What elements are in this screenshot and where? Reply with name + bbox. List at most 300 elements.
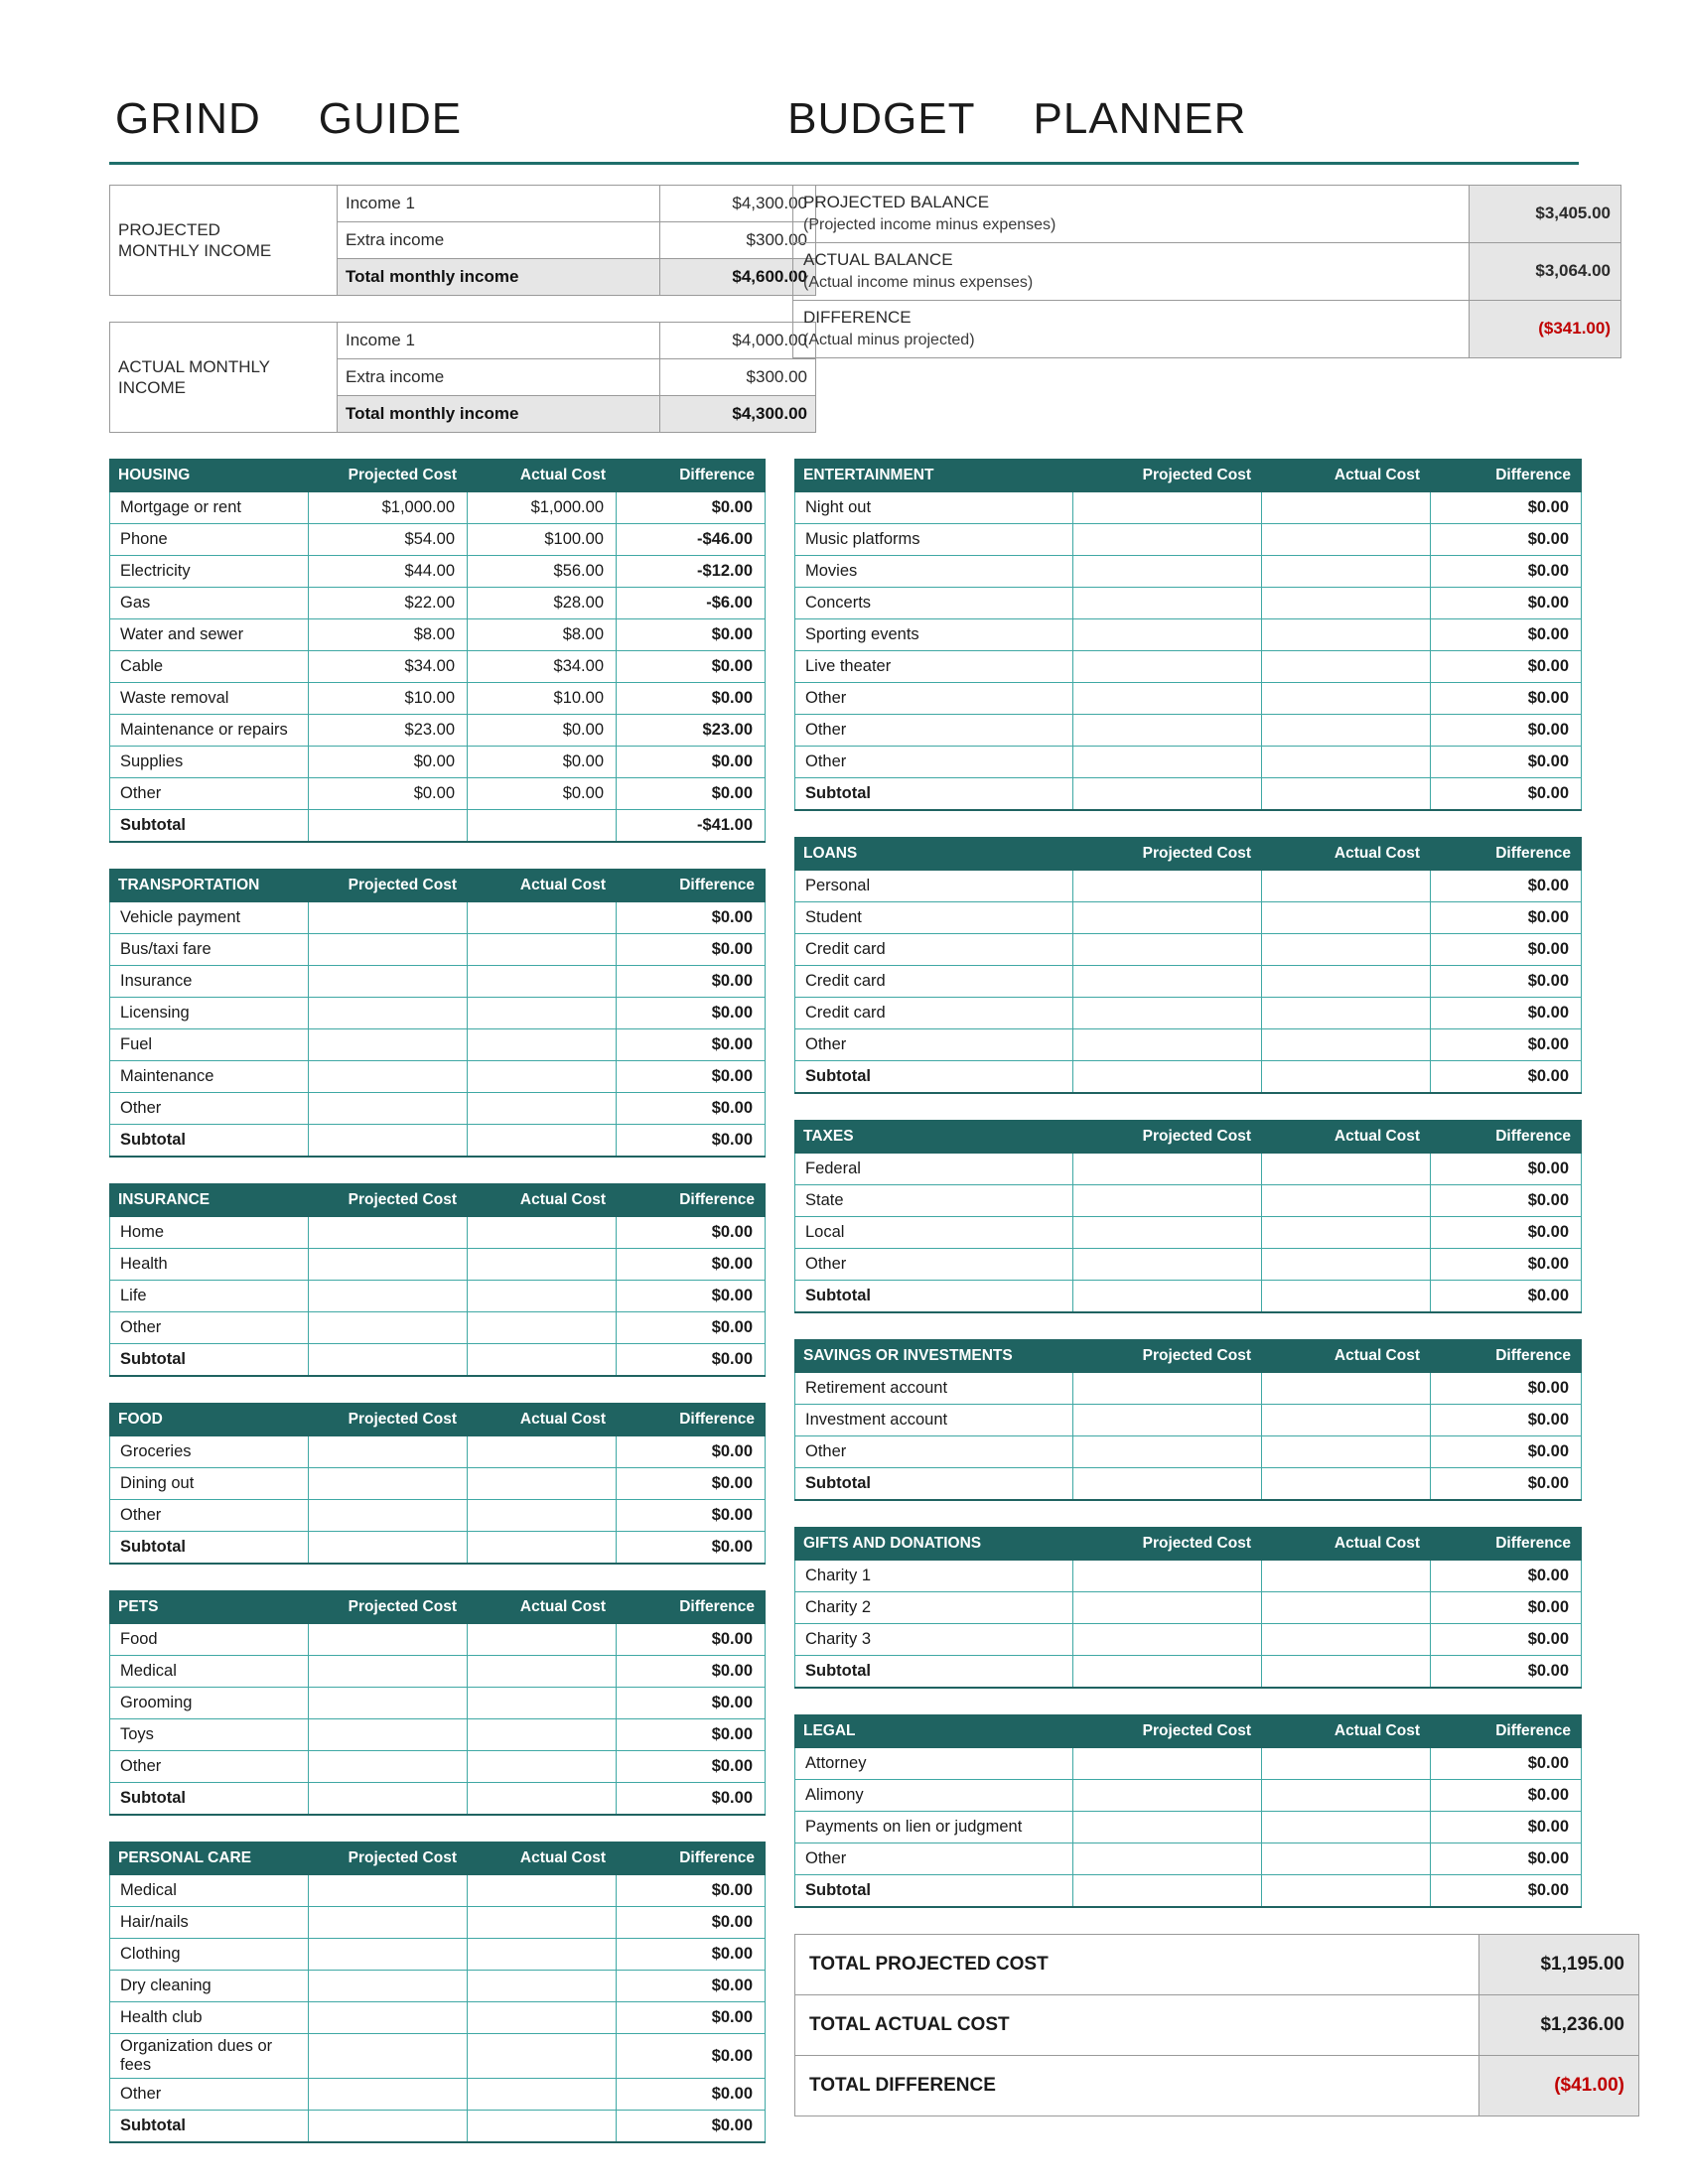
actual-cost-cell[interactable] — [1262, 1217, 1431, 1249]
difference-cell: $0.00 — [617, 747, 766, 778]
projected-income-row-name: Extra income — [338, 222, 660, 259]
projected-income-label-line2: MONTHLY INCOME — [118, 241, 272, 260]
actual-cost-cell[interactable] — [468, 1061, 617, 1093]
projected-cost-cell[interactable] — [309, 998, 468, 1029]
expense-name: Federal — [795, 1154, 1073, 1185]
actual-cost-cell[interactable]: $56.00 — [468, 556, 617, 588]
category-columns — [109, 459, 1624, 2169]
projected-cost-cell[interactable]: $1,000.00 — [309, 492, 468, 524]
difference-cell: $0.00 — [617, 2079, 766, 2111]
projected-cost-cell[interactable] — [309, 1624, 468, 1656]
category-header-row — [110, 1843, 766, 1875]
projected-cost-cell[interactable] — [1073, 1249, 1262, 1281]
projected-cost-cell[interactable] — [309, 1468, 468, 1500]
actual-cost-cell[interactable] — [1262, 524, 1431, 556]
projected-cost-cell[interactable] — [309, 1029, 468, 1061]
actual-cost-header: Actual Cost — [1262, 1715, 1431, 1748]
difference-cell: $0.00 — [617, 492, 766, 524]
actual-cost-cell[interactable] — [468, 1751, 617, 1783]
expense-name: Investment account — [795, 1405, 1073, 1436]
category-name-header: PERSONAL CARE — [110, 1843, 309, 1875]
actual-cost-cell[interactable] — [468, 1719, 617, 1751]
projected-cost-cell[interactable] — [1073, 998, 1262, 1029]
actual-balance-label — [793, 242, 1470, 300]
actual-cost-cell[interactable] — [468, 1500, 617, 1532]
projected-income-total-name: Total monthly income — [338, 259, 660, 296]
projected-income-label — [110, 186, 338, 296]
difference-balance-title: DIFFERENCE — [803, 307, 912, 327]
expense-name: Other — [110, 1312, 309, 1344]
projected-cost-cell[interactable] — [309, 1907, 468, 1939]
difference-header: Difference — [1431, 1340, 1582, 1373]
actual-cost-cell[interactable] — [1262, 1780, 1431, 1812]
actual-cost-cell[interactable] — [1262, 1843, 1431, 1875]
actual-cost-cell[interactable] — [1262, 1029, 1431, 1061]
difference-cell: $0.00 — [1431, 1154, 1582, 1185]
projected-cost-cell[interactable] — [309, 1281, 468, 1312]
difference-cell: $0.00 — [1431, 1185, 1582, 1217]
actual-cost-header: Actual Cost — [1262, 1528, 1431, 1561]
projected-cost-cell[interactable] — [1073, 934, 1262, 966]
actual-cost-cell[interactable] — [468, 966, 617, 998]
category-table-transportation — [109, 869, 766, 1158]
projected-cost-cell[interactable] — [309, 934, 468, 966]
actual-cost-cell[interactable] — [1262, 966, 1431, 998]
expense-name: Charity 1 — [795, 1561, 1073, 1592]
subtotal-actual — [1262, 1281, 1431, 1313]
projected-cost-cell[interactable] — [1073, 683, 1262, 715]
table-row — [793, 300, 1621, 357]
projected-cost-cell[interactable]: $22.00 — [309, 588, 468, 619]
projected-cost-cell[interactable] — [309, 1436, 468, 1468]
expense-name: Life — [110, 1281, 309, 1312]
actual-cost-cell[interactable] — [1262, 1592, 1431, 1624]
projected-cost-cell[interactable] — [309, 2079, 468, 2111]
actual-cost-cell[interactable] — [1262, 1185, 1431, 1217]
difference-cell: $0.00 — [617, 966, 766, 998]
actual-income-row-value[interactable]: $4,000.00 — [660, 323, 816, 359]
projected-cost-cell[interactable] — [1073, 524, 1262, 556]
subtotal-label: Subtotal — [110, 1344, 309, 1377]
difference-cell: $0.00 — [617, 1656, 766, 1688]
actual-cost-cell[interactable] — [468, 934, 617, 966]
actual-cost-cell[interactable] — [468, 1688, 617, 1719]
table-row — [795, 651, 1582, 683]
expense-name: Food — [110, 1624, 309, 1656]
expense-name: Maintenance — [110, 1061, 309, 1093]
projected-cost-cell[interactable] — [1073, 1624, 1262, 1656]
actual-cost-cell[interactable] — [468, 2034, 617, 2079]
summary-area — [109, 185, 1611, 433]
difference-header: Difference — [617, 460, 766, 492]
actual-cost-cell[interactable] — [1262, 1748, 1431, 1780]
difference-cell: $0.00 — [617, 1875, 766, 1907]
category-name-header: TAXES — [795, 1121, 1073, 1154]
difference-cell: $0.00 — [1431, 1748, 1582, 1780]
expense-name: Other — [795, 747, 1073, 778]
projected-cost-cell[interactable] — [309, 1061, 468, 1093]
expense-name: Groceries — [110, 1436, 309, 1468]
expense-name: Music platforms — [795, 524, 1073, 556]
table-row — [110, 1875, 766, 1907]
projected-cost-cell[interactable] — [309, 966, 468, 998]
difference-cell: $0.00 — [1431, 1624, 1582, 1656]
table-row — [795, 747, 1582, 778]
expense-name: Credit card — [795, 966, 1073, 998]
actual-cost-cell[interactable] — [468, 1907, 617, 1939]
category-header-row — [795, 1528, 1582, 1561]
table-row — [110, 1468, 766, 1500]
difference-header: Difference — [1431, 1121, 1582, 1154]
actual-cost-cell[interactable] — [1262, 1373, 1431, 1405]
expense-name: Other — [795, 1843, 1073, 1875]
expense-name: Other — [110, 2079, 309, 2111]
subtotal-difference: -$41.00 — [617, 810, 766, 843]
category-header-row — [110, 460, 766, 492]
actual-income-row-value[interactable]: $300.00 — [660, 359, 816, 396]
table-row — [795, 998, 1582, 1029]
projected-monthly-income-table — [109, 185, 816, 296]
table-row — [110, 683, 766, 715]
actual-cost-cell[interactable] — [1262, 492, 1431, 524]
expense-name: Other — [795, 683, 1073, 715]
difference-cell: $0.00 — [617, 1249, 766, 1281]
projected-cost-cell[interactable] — [1073, 1436, 1262, 1468]
table-row — [795, 619, 1582, 651]
subtotal-difference: $0.00 — [617, 1783, 766, 1816]
expense-name: Clothing — [110, 1939, 309, 1971]
difference-cell: $0.00 — [617, 1468, 766, 1500]
subtotal-projected — [309, 1783, 468, 1816]
difference-header: Difference — [1431, 1528, 1582, 1561]
subtotal-difference: $0.00 — [1431, 1061, 1582, 1094]
projected-cost-cell[interactable]: $10.00 — [309, 683, 468, 715]
projected-cost-cell[interactable] — [1073, 747, 1262, 778]
projected-cost-cell[interactable] — [1073, 715, 1262, 747]
difference-cell: $0.00 — [1431, 934, 1582, 966]
table-row — [795, 492, 1582, 524]
expense-name: State — [795, 1185, 1073, 1217]
subtotal-row — [110, 1532, 766, 1565]
actual-cost-cell[interactable] — [1262, 998, 1431, 1029]
difference-cell: $0.00 — [617, 902, 766, 934]
table-row — [110, 778, 766, 810]
projected-cost-cell[interactable]: $44.00 — [309, 556, 468, 588]
difference-cell: $0.00 — [1431, 1249, 1582, 1281]
difference-cell: $0.00 — [617, 1624, 766, 1656]
projected-cost-cell[interactable] — [309, 1217, 468, 1249]
projected-cost-cell[interactable] — [309, 1500, 468, 1532]
projected-cost-cell[interactable]: $34.00 — [309, 651, 468, 683]
actual-cost-cell[interactable]: $28.00 — [468, 588, 617, 619]
actual-cost-cell[interactable] — [468, 998, 617, 1029]
actual-cost-cell[interactable] — [1262, 683, 1431, 715]
projected-cost-cell[interactable] — [1073, 588, 1262, 619]
table-row — [110, 1029, 766, 1061]
actual-cost-cell[interactable]: $8.00 — [468, 619, 617, 651]
total-actual-cost-label: TOTAL ACTUAL COST — [795, 1995, 1479, 2056]
subtotal-projected — [309, 2111, 468, 2143]
expense-name: Fuel — [110, 1029, 309, 1061]
projected-cost-cell[interactable] — [309, 1688, 468, 1719]
projected-cost-cell[interactable] — [309, 902, 468, 934]
table-row — [110, 556, 766, 588]
actual-cost-cell[interactable] — [468, 1217, 617, 1249]
difference-cell: -$46.00 — [617, 524, 766, 556]
category-header-row — [110, 1591, 766, 1624]
category-table-pets — [109, 1590, 766, 1816]
projected-cost-cell[interactable] — [309, 2002, 468, 2034]
difference-cell: $0.00 — [1431, 1780, 1582, 1812]
actual-cost-header: Actual Cost — [468, 1591, 617, 1624]
actual-income-row-name: Income 1 — [338, 323, 660, 359]
projected-cost-cell[interactable] — [309, 1971, 468, 2002]
category-name-header: PETS — [110, 1591, 309, 1624]
category-header-row — [795, 838, 1582, 871]
subtotal-projected — [309, 1532, 468, 1565]
table-row — [110, 1656, 766, 1688]
table-row — [795, 1780, 1582, 1812]
projected-cost-cell[interactable] — [1073, 619, 1262, 651]
table-row — [795, 1405, 1582, 1436]
subtotal-actual — [1262, 1468, 1431, 1501]
subtotal-row — [795, 1468, 1582, 1501]
projected-cost-cell[interactable] — [309, 2034, 468, 2079]
category-table-legal — [794, 1714, 1582, 1908]
projected-cost-cell[interactable] — [1073, 1373, 1262, 1405]
projected-cost-cell[interactable] — [1073, 1217, 1262, 1249]
projected-cost-cell[interactable] — [1073, 966, 1262, 998]
projected-cost-cell[interactable] — [1073, 1029, 1262, 1061]
balance-column — [792, 185, 1611, 433]
actual-cost-cell[interactable]: $0.00 — [468, 747, 617, 778]
category-name-header: GIFTS AND DONATIONS — [795, 1528, 1073, 1561]
projected-cost-cell[interactable] — [309, 1939, 468, 1971]
expense-name: Student — [795, 902, 1073, 934]
expense-name: Credit card — [795, 934, 1073, 966]
actual-cost-cell[interactable] — [1262, 1154, 1431, 1185]
subtotal-difference: $0.00 — [1431, 1656, 1582, 1689]
subtotal-projected — [1073, 1875, 1262, 1908]
category-table-savings-or-investments — [794, 1339, 1582, 1501]
table-row — [795, 1995, 1639, 2056]
table-row — [110, 998, 766, 1029]
subtotal-label: Subtotal — [795, 1468, 1073, 1501]
projected-cost-header: Projected Cost — [1073, 1715, 1262, 1748]
title-word-grind: GRIND — [115, 94, 261, 143]
subtotal-row — [795, 778, 1582, 811]
difference-cell: $0.00 — [617, 2034, 766, 2079]
projected-cost-cell[interactable] — [1073, 871, 1262, 902]
actual-cost-cell[interactable] — [1262, 934, 1431, 966]
actual-cost-cell[interactable] — [1262, 871, 1431, 902]
expense-name: Other — [795, 1249, 1073, 1281]
difference-cell: $0.00 — [1431, 1812, 1582, 1843]
subtotal-label: Subtotal — [795, 1061, 1073, 1094]
projected-cost-cell[interactable] — [1073, 1592, 1262, 1624]
projected-cost-cell[interactable] — [1073, 1812, 1262, 1843]
actual-cost-cell[interactable] — [468, 1312, 617, 1344]
table-row — [110, 588, 766, 619]
actual-cost-cell[interactable] — [468, 1624, 617, 1656]
difference-cell: $0.00 — [1431, 588, 1582, 619]
expense-name: Supplies — [110, 747, 309, 778]
table-row — [795, 1843, 1582, 1875]
difference-header: Difference — [617, 1591, 766, 1624]
projected-cost-cell[interactable] — [309, 1656, 468, 1688]
table-row — [110, 1217, 766, 1249]
difference-cell: $0.00 — [617, 1312, 766, 1344]
projected-cost-cell[interactable] — [1073, 1561, 1262, 1592]
actual-cost-cell[interactable] — [468, 1875, 617, 1907]
difference-balance-value: ($341.00) — [1470, 300, 1621, 357]
difference-cell: $0.00 — [1431, 1405, 1582, 1436]
actual-cost-cell[interactable]: $10.00 — [468, 683, 617, 715]
projected-cost-cell[interactable] — [1073, 651, 1262, 683]
actual-cost-cell[interactable] — [1262, 747, 1431, 778]
subtotal-actual — [468, 1125, 617, 1158]
actual-cost-cell[interactable] — [468, 1249, 617, 1281]
category-name-header: HOUSING — [110, 460, 309, 492]
projected-cost-cell[interactable] — [309, 1249, 468, 1281]
difference-header: Difference — [617, 870, 766, 902]
table-row — [110, 1624, 766, 1656]
subtotal-projected — [309, 1344, 468, 1377]
difference-cell: $0.00 — [1431, 683, 1582, 715]
projected-cost-cell[interactable]: $54.00 — [309, 524, 468, 556]
difference-cell: $0.00 — [617, 778, 766, 810]
projected-income-row-value[interactable]: $300.00 — [660, 222, 816, 259]
projected-cost-cell[interactable] — [1073, 492, 1262, 524]
actual-cost-cell[interactable] — [468, 1468, 617, 1500]
subtotal-actual — [468, 2111, 617, 2143]
projected-cost-cell[interactable] — [309, 1312, 468, 1344]
expense-name: Cable — [110, 651, 309, 683]
page-title — [109, 94, 1579, 154]
projected-cost-cell[interactable]: $23.00 — [309, 715, 468, 747]
projected-cost-cell[interactable]: $0.00 — [309, 778, 468, 810]
actual-cost-cell[interactable] — [468, 1656, 617, 1688]
subtotal-row — [110, 810, 766, 843]
actual-cost-cell[interactable]: $0.00 — [468, 715, 617, 747]
table-row — [795, 902, 1582, 934]
projected-cost-cell[interactable] — [1073, 1154, 1262, 1185]
projected-cost-cell[interactable] — [309, 1093, 468, 1125]
actual-cost-cell[interactable] — [468, 1939, 617, 1971]
actual-cost-cell[interactable] — [468, 1281, 617, 1312]
actual-cost-header: Actual Cost — [1262, 1340, 1431, 1373]
actual-cost-cell[interactable] — [1262, 651, 1431, 683]
actual-cost-cell[interactable] — [468, 2079, 617, 2111]
projected-cost-cell[interactable] — [1073, 1185, 1262, 1217]
projected-income-row-value[interactable]: $4,300.00 — [660, 186, 816, 222]
actual-cost-cell[interactable] — [1262, 1405, 1431, 1436]
expense-name: Charity 2 — [795, 1592, 1073, 1624]
actual-cost-cell[interactable] — [1262, 1812, 1431, 1843]
projected-balance-title: PROJECTED BALANCE — [803, 193, 990, 211]
projected-cost-cell[interactable]: $0.00 — [309, 747, 468, 778]
actual-balance-value: $3,064.00 — [1470, 242, 1621, 300]
totals-table — [794, 1934, 1639, 2116]
difference-cell: $0.00 — [1431, 715, 1582, 747]
actual-cost-cell[interactable] — [1262, 715, 1431, 747]
projected-cost-header: Projected Cost — [309, 1843, 468, 1875]
table-row — [795, 1812, 1582, 1843]
difference-balance-label — [793, 300, 1470, 357]
expense-name: Health club — [110, 2002, 309, 2034]
actual-income-row-name: Extra income — [338, 359, 660, 396]
actual-cost-header: Actual Cost — [468, 1184, 617, 1217]
right-sections-wrapper — [794, 459, 1581, 1908]
actual-income-label — [110, 323, 338, 433]
expense-name: Other — [110, 1751, 309, 1783]
subtotal-difference: $0.00 — [617, 1125, 766, 1158]
subtotal-difference: $0.00 — [1431, 1875, 1582, 1908]
expense-name: Phone — [110, 524, 309, 556]
projected-cost-header: Projected Cost — [1073, 460, 1262, 492]
subtotal-projected — [1073, 1468, 1262, 1501]
expense-name: Other — [795, 1029, 1073, 1061]
actual-cost-header: Actual Cost — [1262, 1121, 1431, 1154]
actual-cost-cell[interactable]: $100.00 — [468, 524, 617, 556]
subtotal-difference: $0.00 — [617, 2111, 766, 2143]
actual-cost-cell[interactable] — [468, 1029, 617, 1061]
table-row — [795, 1748, 1582, 1780]
actual-cost-cell[interactable] — [1262, 619, 1431, 651]
difference-cell: $0.00 — [617, 1939, 766, 1971]
projected-cost-cell[interactable] — [1073, 1748, 1262, 1780]
projected-cost-cell[interactable] — [309, 1875, 468, 1907]
projected-cost-cell[interactable]: $8.00 — [309, 619, 468, 651]
actual-cost-cell[interactable] — [468, 2002, 617, 2034]
subtotal-actual — [1262, 778, 1431, 811]
difference-header: Difference — [1431, 838, 1582, 871]
actual-cost-cell[interactable]: $34.00 — [468, 651, 617, 683]
difference-cell: $0.00 — [1431, 1217, 1582, 1249]
actual-cost-cell[interactable] — [468, 1971, 617, 2002]
actual-cost-cell[interactable] — [468, 902, 617, 934]
actual-income-total-value: $4,300.00 — [660, 396, 816, 433]
subtotal-row — [795, 1875, 1582, 1908]
projected-cost-cell[interactable] — [1073, 556, 1262, 588]
category-name-header: SAVINGS OR INVESTMENTS — [795, 1340, 1073, 1373]
projected-cost-cell[interactable] — [309, 1719, 468, 1751]
income-column — [109, 185, 807, 433]
actual-cost-cell[interactable]: $1,000.00 — [468, 492, 617, 524]
actual-cost-cell[interactable] — [1262, 1561, 1431, 1592]
projected-balance-subtitle: (Projected income minus expenses) — [803, 216, 1056, 234]
projected-cost-cell[interactable] — [1073, 902, 1262, 934]
projected-cost-header: Projected Cost — [1073, 1528, 1262, 1561]
projected-cost-cell[interactable] — [1073, 1780, 1262, 1812]
actual-cost-cell[interactable]: $0.00 — [468, 778, 617, 810]
table-row — [110, 1249, 766, 1281]
actual-cost-cell[interactable] — [1262, 1249, 1431, 1281]
actual-cost-cell[interactable] — [1262, 1436, 1431, 1468]
actual-cost-cell[interactable] — [1262, 556, 1431, 588]
actual-cost-cell[interactable] — [1262, 1624, 1431, 1656]
projected-cost-cell[interactable] — [1073, 1843, 1262, 1875]
actual-cost-cell[interactable] — [468, 1436, 617, 1468]
actual-cost-cell[interactable] — [1262, 588, 1431, 619]
actual-cost-cell[interactable] — [468, 1093, 617, 1125]
category-table-housing — [109, 459, 766, 843]
projected-cost-cell[interactable] — [1073, 1405, 1262, 1436]
projected-cost-cell[interactable] — [309, 1751, 468, 1783]
difference-cell: $0.00 — [1431, 492, 1582, 524]
table-row — [110, 2002, 766, 2034]
actual-cost-cell[interactable] — [1262, 902, 1431, 934]
